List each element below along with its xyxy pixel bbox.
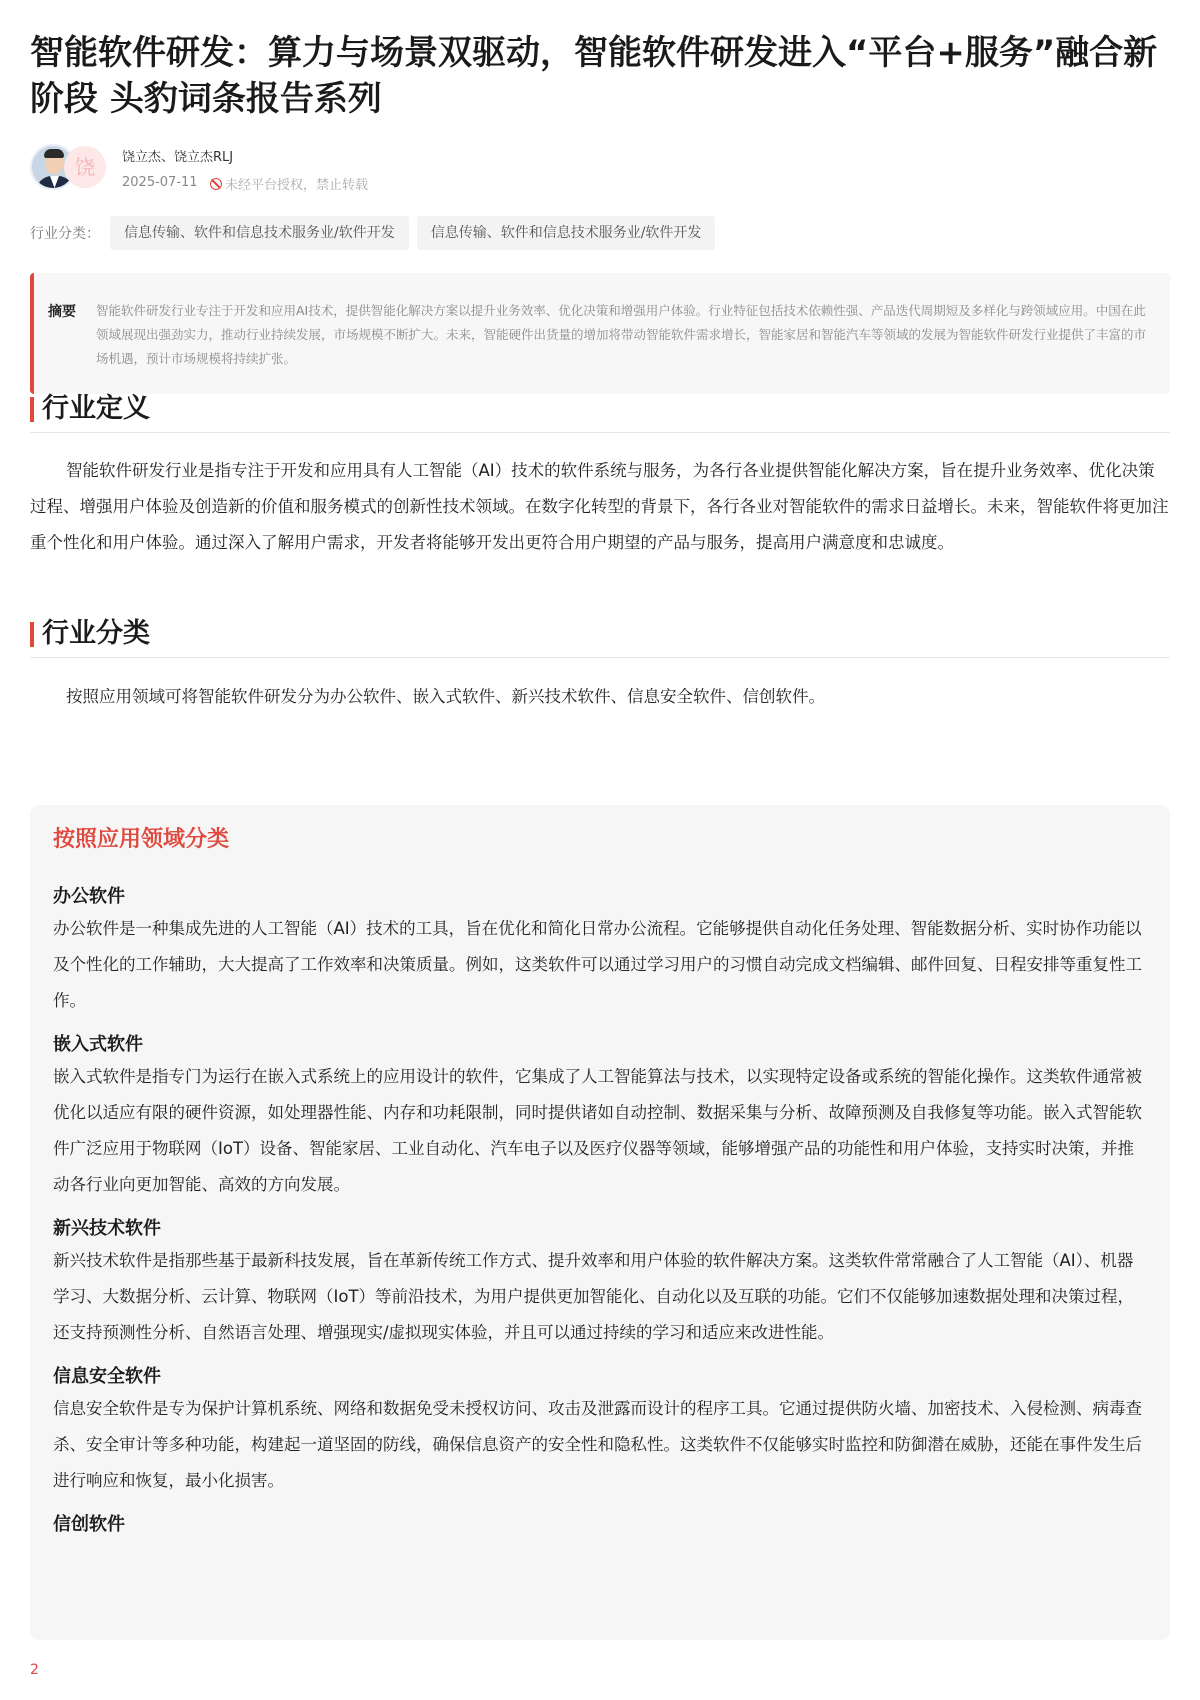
page-number: 2 — [30, 1662, 39, 1678]
author-names[interactable]: 饶立杰、饶立杰RLJ — [122, 150, 234, 165]
classification-item-xinchuang — [53, 1511, 1149, 1539]
classification-box-title: 按照应用领域分类 — [53, 827, 230, 852]
classification-item-emerging — [53, 1215, 1149, 1351]
classification-item-office — [53, 883, 1149, 1019]
section-title: 行业定义 — [42, 393, 150, 424]
section-accent-bar — [30, 622, 34, 647]
industry-tag[interactable]: 信息传输、软件和信息技术服务业/软件开发 — [417, 216, 716, 250]
copyright-notice — [210, 174, 368, 193]
publish-date: 2025-07-11 — [122, 175, 198, 190]
section-heading-classification — [30, 608, 1170, 658]
section-accent-bar — [30, 397, 34, 422]
item-text: 办公软件是一种集成先进的人工智能（AI）技术的工具，旨在优化和简化日常办公流程。它能够提供自动化任务处理、智能数据分析、实时协作功能以及个性化的工作辅助，大大提高了工作效率和决策质量。例如，这类软件可以通过学习用户的习惯自动完成文档编辑、邮件回复、日程安排等重复性工作。 — [53, 919, 1142, 1010]
classification-item-embedded — [53, 1031, 1149, 1203]
author-avatar-secondary[interactable]: 饶 — [64, 146, 106, 188]
abstract-box — [30, 273, 1170, 394]
copyright-notice-text: 未经平台授权，禁止转载 — [225, 178, 369, 193]
industry-category-label: 行业分类： — [30, 226, 100, 242]
item-title: 嵌入式软件 — [53, 1034, 143, 1055]
item-title: 信息安全软件 — [53, 1366, 161, 1387]
industry-category-row — [30, 216, 723, 250]
avatar-hair-shape — [44, 149, 64, 158]
item-text: 信息安全软件是专为保护计算机系统、网络和数据免受未授权访问、攻击及泄露而设计的程序工具。它通过提供防火墙、加密技术、入侵检测、病毒查杀、安全审计等多种功能，构建起一道坚固的防线，确保信息资产的安全性和隐私性。这类软件不仅能够实时监控和防御潜在威胁，还能在事件发生后进行响应和恢复，最小化损害。 — [53, 1399, 1142, 1490]
section-title: 行业分类 — [42, 618, 150, 649]
report-title: 智能软件研发：算力与场景双驱动，智能软件研发进入“平台+服务”融合新阶段 头豹词条报告系列 — [30, 33, 1158, 119]
item-text: 嵌入式软件是指专门为运行在嵌入式系统上的应用设计的软件，它集成了人工智能算法与技术，以实现特定设备或系统的智能化操作。这类软件通常被优化以适应有限的硬件资源，如处理器性能、内存和功耗限制，同时提供诸如自动控制、数据采集与分析、故障预测及自我修复等功能。嵌入式智能软件广泛应用于物联网（IoT）设备、智能家居、工业自动化、汽车电子以及医疗仪器等领域，能够增强产品的功能性和用户体验，支持实时决策，并推动各行业向更加智能、高效的方向发展。 — [53, 1067, 1142, 1194]
author-meta — [30, 144, 630, 194]
definition-paragraph: 智能软件研发行业是指专注于开发和应用具有人工智能（AI）技术的软件系统与服务，为各行各业提供智能化解决方案，旨在提升业务效率、优化决策过程、增强用户体验及创造新的价值和服务模式的创新性技术领域。在数字化转型的背景下，各行各业对智能软件的需求日益增长。未来，智能软件将更加注重个性化和用户体验。通过深入了解用户需求，开发者将能够开发出更符合用户期望的产品与服务，提高用户满意度和忠诚度。 — [30, 461, 1169, 552]
classification-paragraph: 按照应用领域可将智能软件研发分为办公软件、嵌入式软件、新兴技术软件、信息安全软件、信创软件。 — [66, 687, 825, 706]
item-text: 新兴技术软件是指那些基于最新科技发展，旨在革新传统工作方式、提升效率和用户体验的软件解决方案。这类软件常常融合了人工智能（AI）、机器学习、大数据分析、云计算、物联网（IoT）等前沿技术，为用户提供更加智能化、自动化以及互联的功能。它们不仅能够加速数据处理和决策过程，还支持预测性分析、自然语言处理、增强现实/虚拟现实体验，并且可以通过持续的学习和适应来改进性能。 — [53, 1251, 1135, 1342]
section-heading-definition — [30, 383, 1170, 433]
classification-item-security — [53, 1363, 1149, 1499]
abstract-text: 智能软件研发行业专注于开发和应用AI技术，提供智能化解决方案以提升业务效率、优化决策和增强用户体验。行业特征包括技术依赖性强、产品迭代周期短及多样化与跨领域应用。中国在此领域展现出强劲实力，推动行业持续发展，市场规模不断扩大。未来，智能硬件出货量的增加将带动智能软件需求增长，智能家居和智能汽车等领域的发展为智能软件研发行业提供了丰富的市场机遇，预计市场规模将持续扩张。 — [96, 303, 1147, 366]
ban-icon — [210, 178, 222, 190]
item-title: 信创软件 — [53, 1514, 125, 1535]
abstract-label: 摘要 — [48, 304, 76, 320]
industry-tag[interactable]: 信息传输、软件和信息技术服务业/软件开发 — [110, 216, 409, 250]
item-title: 办公软件 — [53, 886, 125, 907]
item-title: 新兴技术软件 — [53, 1218, 161, 1239]
classification-box — [30, 805, 1170, 1640]
